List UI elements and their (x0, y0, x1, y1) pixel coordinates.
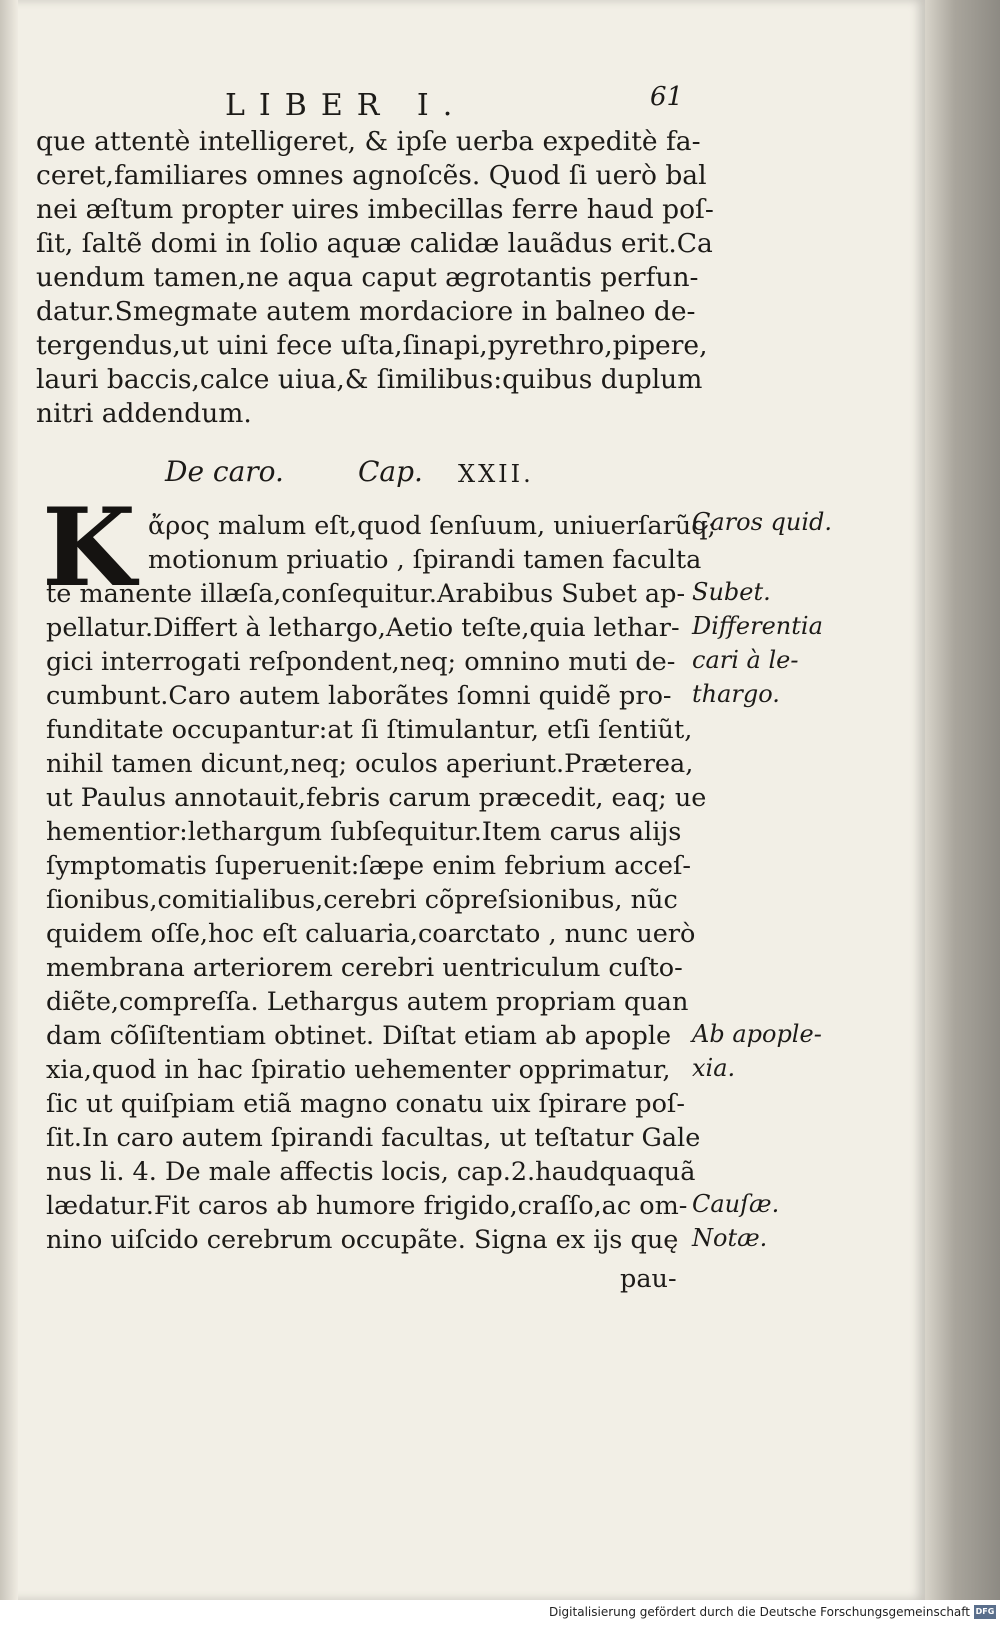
footer-bar (0, 1600, 1000, 1627)
text-line: lauri baccis,calce uiua,& ſimilibus:quibus duplum (36, 364, 703, 395)
text-line: cumbunt.Caro autem laborãtes ſomni quidẽ pro- (46, 681, 672, 711)
text-line: diẽte,compreſſa. Lethargus autem propriam quan (46, 987, 689, 1017)
text-line: que attentè intelligeret, & ipſe uerba expeditè fa- (36, 126, 701, 157)
text-line: nus li. 4. De male affectis locis, cap.2.haudquaquã (46, 1157, 696, 1187)
marginal-note: Ab apople- (692, 1020, 822, 1048)
text-line: pellatur.Differt à lethargo,Aetio teſte,quia lethar- (46, 613, 680, 643)
catchword: pau- (620, 1264, 677, 1294)
text-line: dam cõſiſtentiam obtinet. Diſtat etiam ab apople (46, 1021, 672, 1051)
marginal-note: Caros quid. (692, 508, 833, 536)
running-head: LIBER I. (225, 88, 467, 123)
text-line: datur.Smegmate autem mordaciore in balneo de- (36, 296, 696, 327)
text-line: ſymptomatis ſuperuenit:ſæpe enim febrium acceſ- (46, 851, 692, 881)
text-line: ἄρος malum eſt,quod ſenſuum, uniuerſarũq; (148, 511, 717, 541)
marginal-note: xia. (692, 1054, 736, 1082)
text-line: hementior:lethargum ſubſequitur.Item carus alijs (46, 817, 682, 847)
text-line: nei æſtum propter uires imbecillas ferre haud poſ- (36, 194, 714, 225)
chapter-cap-label: Cap. (358, 455, 423, 488)
drop-capital: K (42, 485, 136, 611)
text-line: ceret,familiares omnes agnoſcẽs. Quod ſi uerò bal (36, 160, 707, 191)
text-line: membrana arteriorem cerebri uentriculum cuſto- (46, 953, 683, 983)
marginal-note: cari à le- (692, 646, 799, 674)
dfg-logo-icon: DFG (974, 1605, 996, 1619)
text-line: ſionibus,comitialibus,cerebri cõpreſsionibus, nũc (46, 885, 678, 915)
text-line: funditate occupantur:at ſi ſtimulantur, etſi ſentiũt, (46, 715, 693, 745)
marginal-note: Cauſæ. (692, 1190, 780, 1218)
marginal-note: thargo. (692, 680, 780, 708)
marginal-note: Differentia (692, 612, 823, 640)
text-line: gici interrogati reſpondent,neq; omnino muti de- (46, 647, 676, 677)
text-line: ſit, ſaltẽ domi in ſolio aquæ calidæ lauãdus erit.Ca (36, 228, 713, 259)
page-edge (925, 0, 1000, 1600)
marginal-note: Subet. (692, 578, 771, 606)
text-line: ſit.In caro autem ſpirandi facultas, ut teſtatur Gale (46, 1123, 701, 1153)
text-line: quidem oſſe,hoc eſt caluaria,coarctato , nunc uerò (46, 919, 696, 949)
text-line: lædatur.Fit caros ab humore frigido,craſſo,ac om- (46, 1191, 688, 1221)
footer-credit: Digitalisierung gefördert durch die Deutsche Forschungsgemeinschaft (548, 1605, 970, 1619)
text-line: nino uiſcido cerebrum occupãte. Signa ex ijs quę (46, 1225, 679, 1255)
text-line: ut Paulus annotauit,febris carum præcedit, eaq; ue (46, 783, 707, 813)
text-line: nitri addendum. (36, 398, 252, 429)
chapter-title: De caro. (165, 455, 284, 488)
text-line: xia,quod in hac ſpiratio uehementer opprimatur, (46, 1055, 671, 1085)
page-gutter (0, 0, 18, 1600)
text-line: motionum priuatio , ſpirandi tamen faculta (148, 545, 702, 575)
text-line: nihil tamen dicunt,neq; oculos aperiunt.Præterea, (46, 749, 694, 779)
text-line: te manente illæſa,conſequitur.Arabibus Subet ap- (46, 579, 686, 609)
chapter-number: XXII. (458, 460, 534, 488)
folio-number: 61 (650, 82, 684, 112)
text-line: tergendus,ut uini fece uſta,ſinapi,pyrethro,pipere, (36, 330, 708, 361)
marginal-note: Notæ. (692, 1224, 768, 1252)
text-line: ſic ut quiſpiam etiã magno conatu uix ſpirare poſ- (46, 1089, 685, 1119)
text-line: uendum tamen,ne aqua caput ægrotantis perfun- (36, 262, 699, 293)
